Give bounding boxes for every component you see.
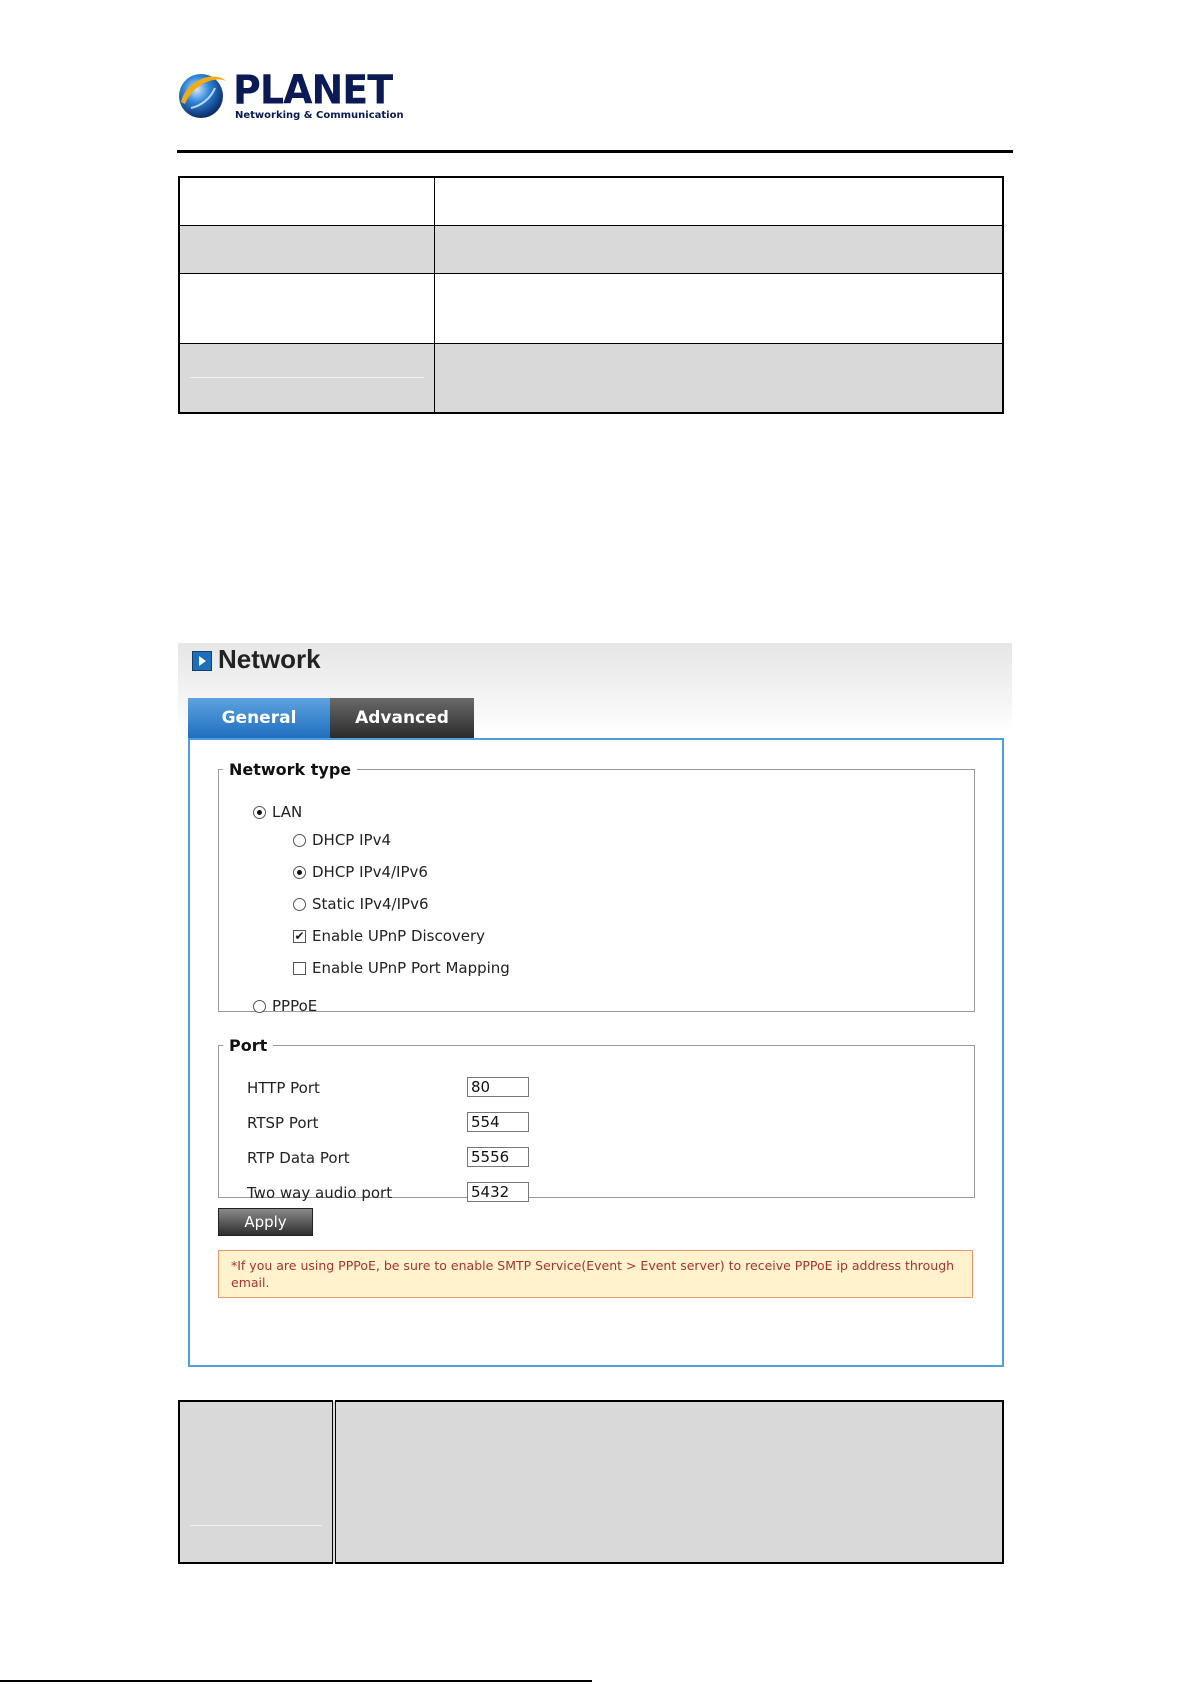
- lan-radio[interactable]: [253, 806, 266, 819]
- two-way-audio-port-label: Two way audio port: [247, 1184, 393, 1202]
- table-row: [179, 273, 1003, 343]
- table-cell: [334, 1401, 1003, 1563]
- table-cell: [435, 177, 1004, 225]
- planet-logo: [177, 66, 404, 124]
- network-settings-window: [178, 643, 1012, 1367]
- upnp-port-mapping-checkbox[interactable]: [293, 962, 306, 975]
- tab-general[interactable]: General: [188, 698, 330, 738]
- upnp-discovery-checkbox[interactable]: ✔: [294, 928, 305, 943]
- table-cell: [435, 225, 1004, 273]
- table-row: [179, 177, 1003, 225]
- http-port-input[interactable]: [467, 1077, 529, 1097]
- dhcp-ipv4-ipv6-label: DHCP IPv4/IPv6: [312, 863, 428, 881]
- rtsp-port-label: RTSP Port: [247, 1114, 319, 1132]
- http-port-label: HTTP Port: [247, 1079, 320, 1097]
- pppoe-notice: *If you are using PPPoE, be sure to enable SMTP Service(Event > Event server) to receive PPPoE ip address through email.: [218, 1250, 973, 1298]
- play-arrow-icon: [192, 651, 212, 671]
- header-divider: [177, 150, 1013, 153]
- pppoe-radio[interactable]: [253, 1000, 266, 1013]
- table-cell: [179, 225, 435, 273]
- static-ipv4-ipv6-label: Static IPv4/IPv6: [312, 895, 429, 913]
- upnp-port-mapping-label: Enable UPnP Port Mapping: [312, 959, 510, 977]
- rtp-data-port-input[interactable]: [467, 1147, 529, 1167]
- parameter-table-top: [178, 176, 1004, 414]
- pppoe-option[interactable]: [253, 997, 317, 1015]
- globe-icon: [177, 68, 229, 120]
- table-cell: [179, 343, 435, 413]
- apply-button[interactable]: Apply: [218, 1208, 313, 1236]
- page-title: Network: [218, 644, 321, 674]
- network-type-group: [218, 760, 975, 1015]
- table-row: [179, 343, 1003, 413]
- brand-tagline: Networking & Communication: [235, 110, 404, 121]
- brand-wordmark: PLANET: [233, 66, 393, 114]
- port-group: [218, 1036, 975, 1202]
- upnp-port-mapping-option[interactable]: [293, 959, 510, 977]
- two-way-audio-port-input[interactable]: [467, 1182, 529, 1202]
- static-ipv4-ipv6-option[interactable]: [293, 895, 429, 913]
- footer-divider: [0, 1680, 592, 1682]
- pppoe-label: PPPoE: [272, 997, 318, 1015]
- rtsp-port-input[interactable]: [467, 1112, 529, 1132]
- parameter-table-bottom: [178, 1400, 1004, 1564]
- dhcp-ipv4-label: DHCP IPv4: [312, 831, 392, 849]
- port-legend: Port: [229, 1036, 268, 1055]
- tab-advanced[interactable]: Advanced: [330, 698, 474, 740]
- lan-label: LAN: [272, 803, 303, 821]
- dhcp-ipv4-ipv6-option[interactable]: [293, 863, 428, 881]
- window-header: [178, 643, 1012, 733]
- table-cell: [435, 343, 1004, 413]
- table-cell: [179, 273, 435, 343]
- table-row: [179, 225, 1003, 273]
- dhcp-ipv4-radio[interactable]: [293, 834, 306, 847]
- dhcp-ipv4-ipv6-radio[interactable]: [293, 866, 306, 879]
- table-cell: [179, 177, 435, 225]
- lan-option[interactable]: [253, 803, 302, 821]
- static-ipv4-ipv6-radio[interactable]: [293, 898, 306, 911]
- table-cell: [435, 273, 1004, 343]
- table-cell: [179, 1401, 334, 1563]
- table-row: [179, 1401, 1003, 1563]
- network-type-legend: Network type: [229, 760, 352, 779]
- upnp-discovery-option[interactable]: [293, 927, 485, 945]
- upnp-discovery-label: Enable UPnP Discovery: [312, 927, 486, 945]
- general-panel: [188, 738, 1004, 1367]
- rtp-data-port-label: RTP Data Port: [247, 1149, 350, 1167]
- dhcp-ipv4-option[interactable]: [293, 831, 391, 849]
